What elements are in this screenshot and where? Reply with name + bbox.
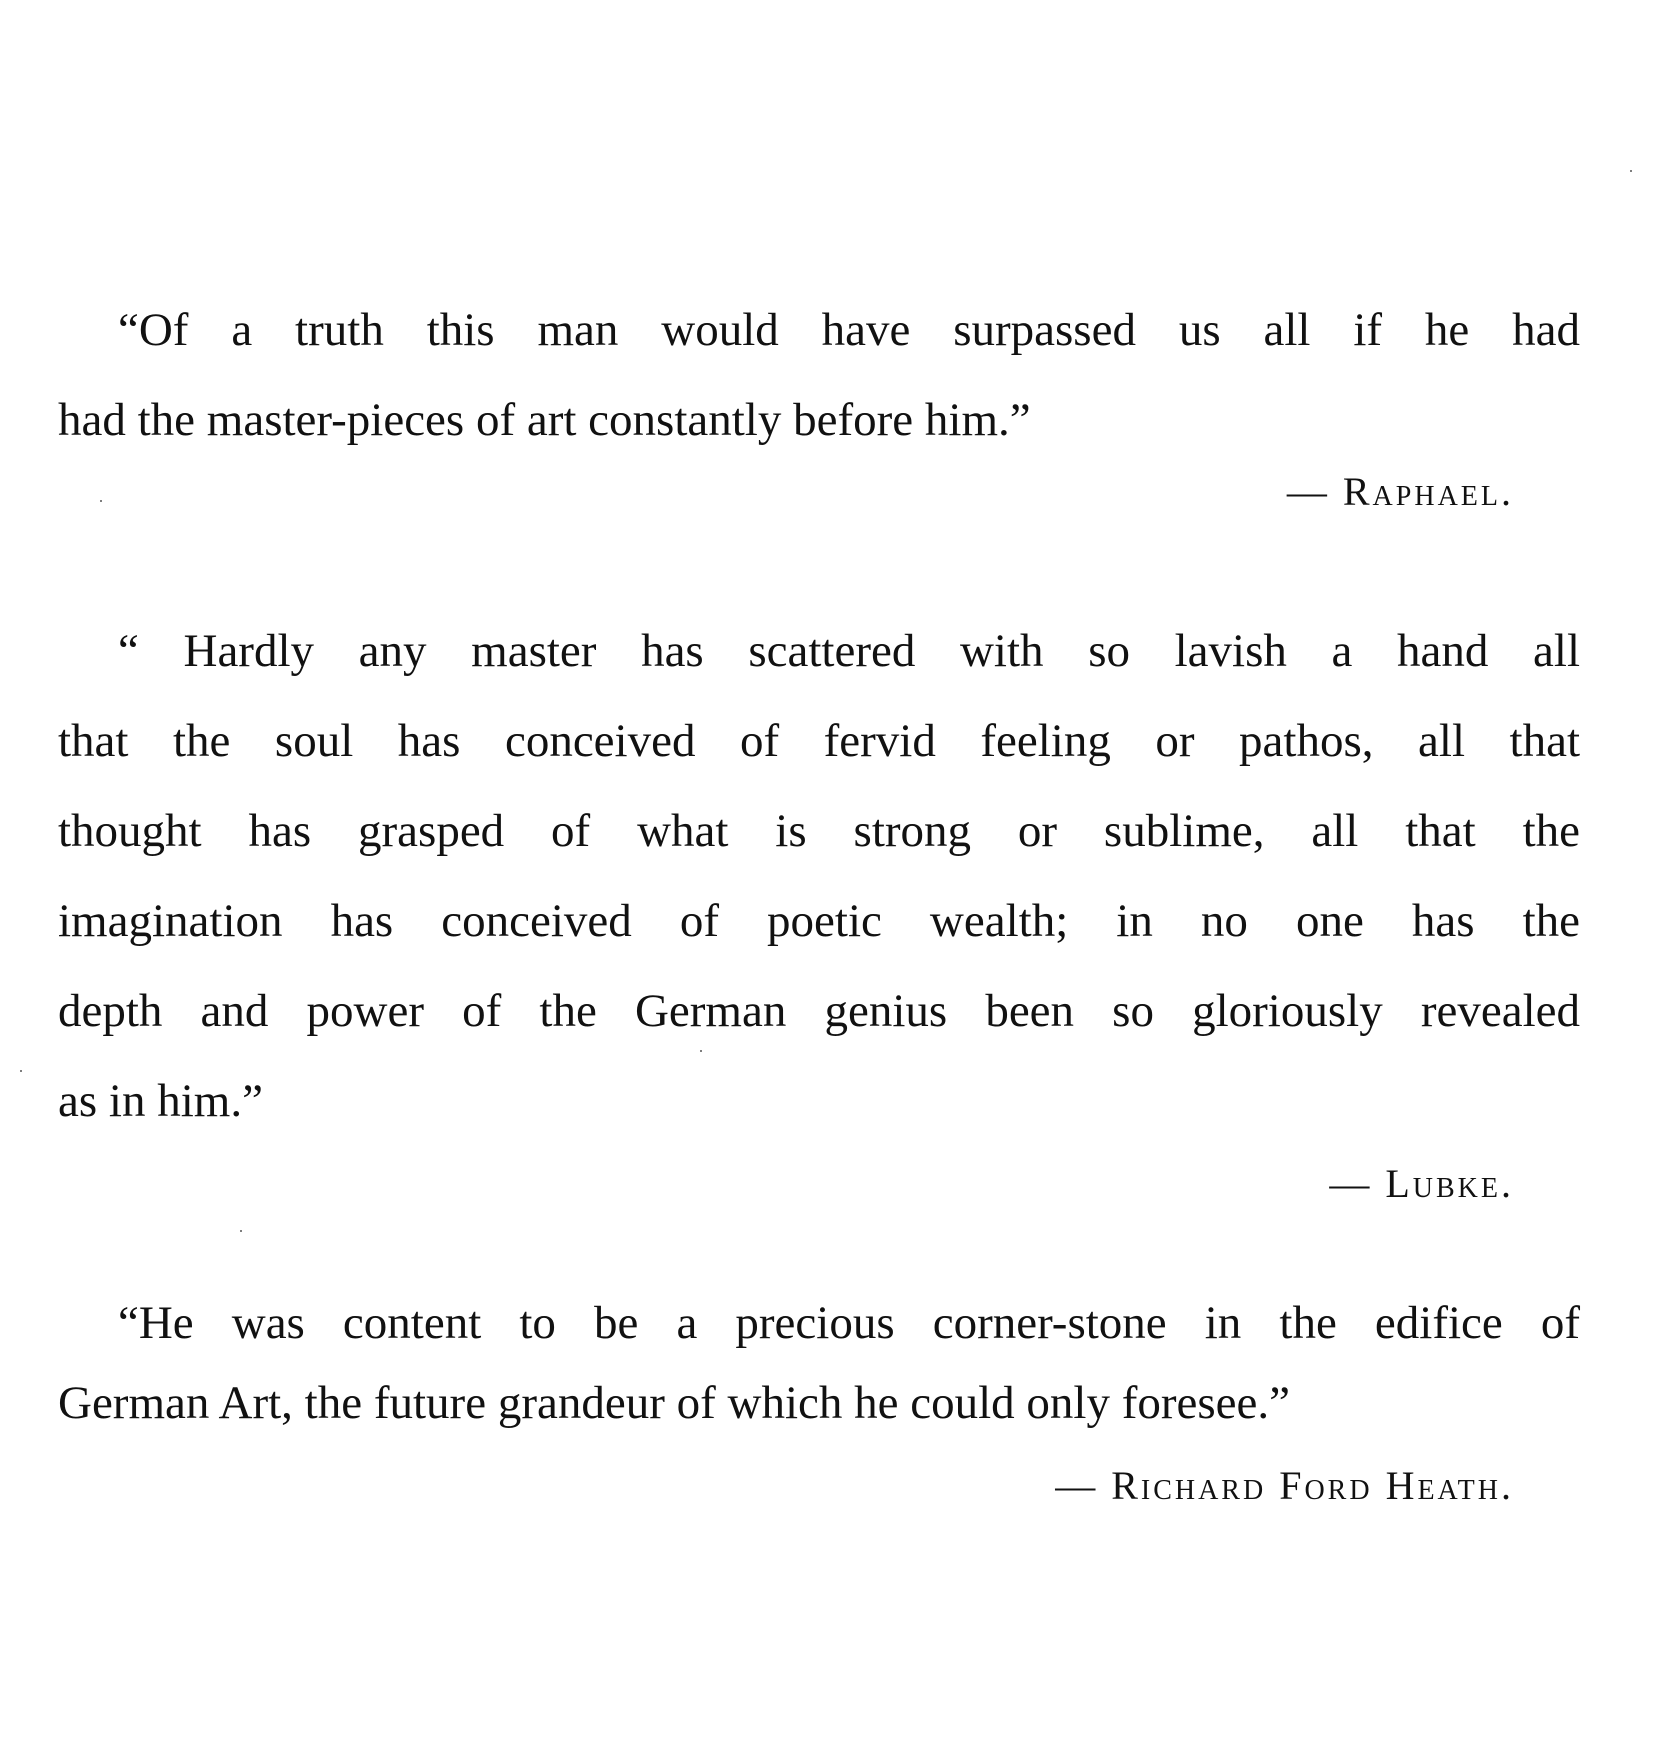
quote-line: as in him.”	[58, 1075, 263, 1127]
quote-line: had the master-pieces of art constantly before him.”	[58, 394, 1031, 446]
attribution-heath: — Richard Ford Heath.	[1055, 1463, 1514, 1508]
quote-line: imagination has conceived of poetic wealth; in no one has the	[58, 895, 1580, 947]
quote-heath	[58, 1283, 1580, 1443]
quote-line: “He was content to be a precious corner-stone in the edifice of	[118, 1297, 1580, 1349]
paper-speck	[20, 1070, 22, 1072]
quote-line: “ Hardly any master has scattered with so lavish a hand all	[118, 625, 1580, 677]
quote-line: German Art, the future grandeur of which he could only foresee.”	[58, 1377, 1290, 1429]
quote-line: thought has grasped of what is strong or sublime, all that the	[58, 805, 1580, 857]
attribution-raphael: — Raphael.	[1286, 469, 1514, 514]
quote-raphael	[58, 285, 1580, 465]
paper-speck	[1630, 170, 1632, 172]
quote-line: “Of a truth this man would have surpassed us all if he had	[118, 304, 1580, 356]
quote-lubke	[58, 606, 1580, 1146]
quote-line: depth and power of the German genius been so gloriously revealed	[58, 985, 1580, 1037]
quote-line: that the soul has conceived of fervid feeling or pathos, all that	[58, 715, 1580, 767]
paper-speck	[700, 1050, 702, 1052]
attribution-lubke: — Lubke.	[1329, 1161, 1514, 1206]
paper-speck	[240, 1230, 242, 1232]
paper-speck	[100, 500, 102, 502]
